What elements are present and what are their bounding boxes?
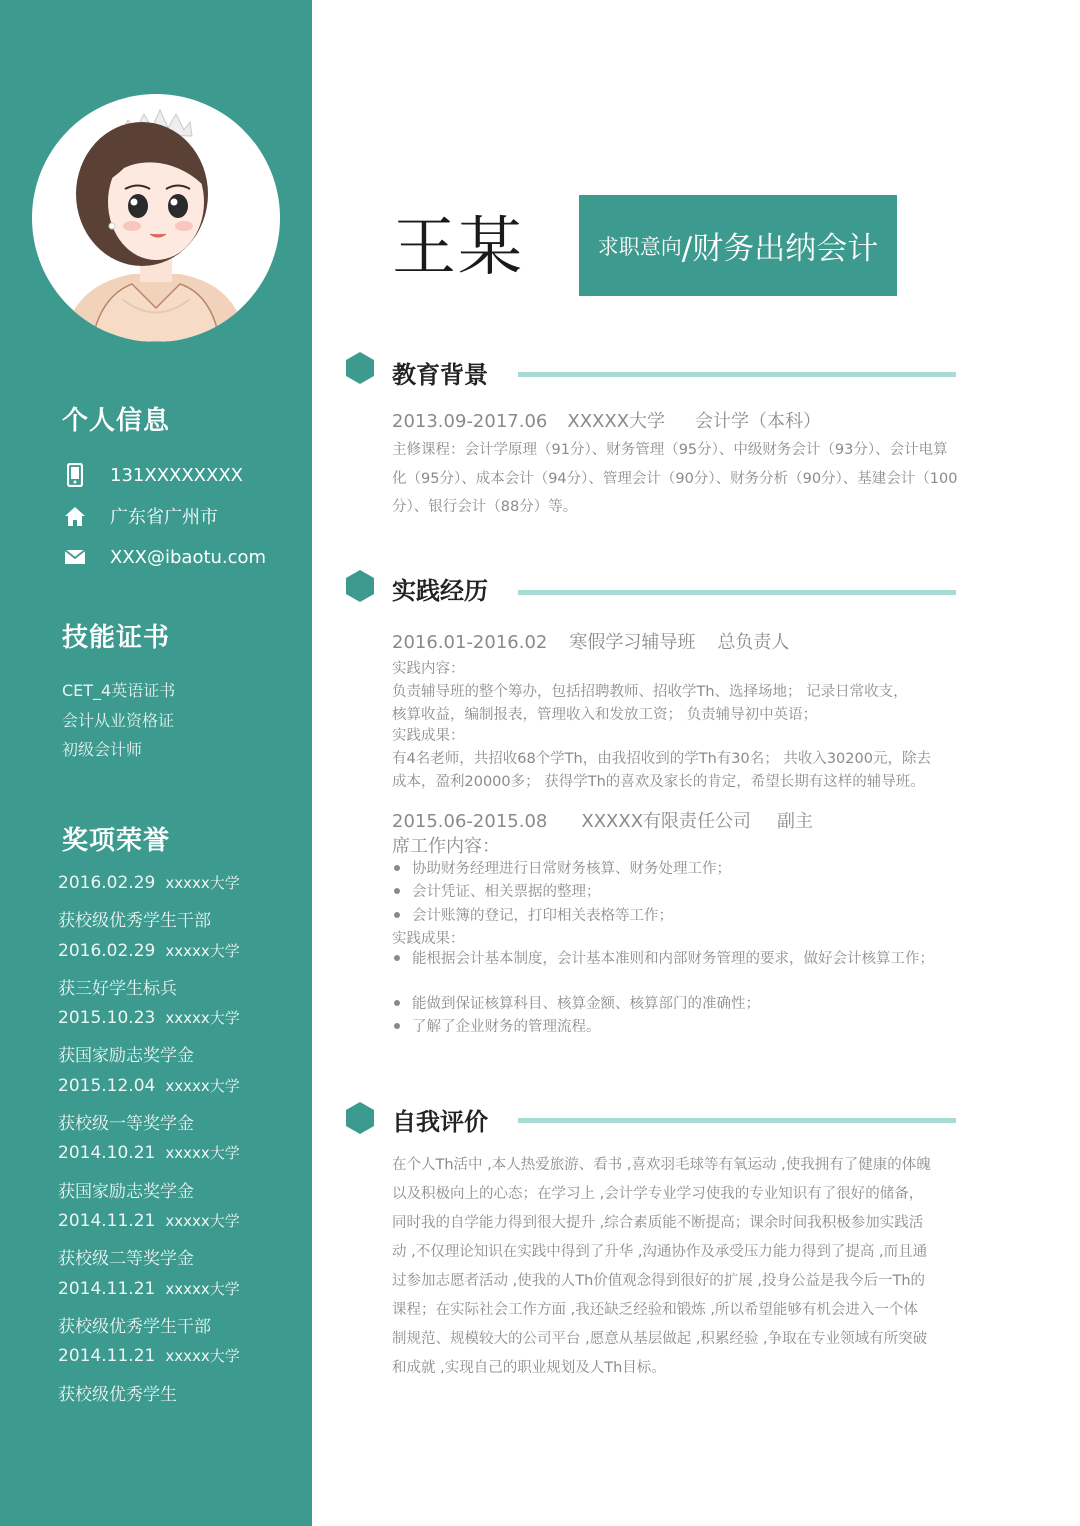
self-eval-line: 制规范、规模较大的公司平台 ,愿意从基层做起 ,积累经验 ,争取在专业领域有所突破 (392, 1331, 928, 1347)
award-title: 获三好学生标兵 (58, 979, 177, 999)
skill-item: CET_4英语证书 (62, 681, 176, 700)
avatar (32, 94, 280, 342)
job1-org: 寒假学习辅导班 (569, 632, 696, 653)
job1-result-label: 实践成果： (392, 728, 465, 744)
self-eval-line: 同时我的自学能力得到很大提升 ,综合素质能不断提高；课余时间我积极参加实践活 (392, 1215, 924, 1231)
skills-heading: 技能证书 (62, 623, 171, 653)
job2-role: 副主 (777, 811, 814, 832)
education-heading: 教育背景 (392, 361, 488, 389)
education-school: XXXXX大学 (567, 411, 666, 432)
award-title: 获校级一等奖学金 (58, 1114, 194, 1134)
self-eval-line: 过参加志愿者活动 ,使我的人Th价值观念得到很好的扩展 ,投身公益是我今后一Th的 (392, 1273, 926, 1289)
award-date-line: 2014.11.21 xxxxx大学 (58, 1346, 240, 1366)
education-period: 2013.09-2017.06 (392, 411, 548, 432)
education-courses: 主修课程：会计学原理（91分）、财务管理（95分）、中级财务会计（93分）、会计电算化（95分）、成本会计（94分）、管理会计（90分）、财务分析（90分）、基建会计（100分）、银行会计（88分）等。 (392, 442, 958, 515)
email-text: XXX@ibaotu.com (110, 546, 267, 568)
award-date-line: 2014.11.21 xxxxx大学 (58, 1279, 240, 1299)
award-title: 获校级二等奖学金 (58, 1249, 194, 1269)
job2-result-bullet: 能根据会计基本制度，会计基本准则和内部财务管理的要求，做好会计核算工作； (392, 948, 958, 970)
job2-result-label: 实践成果： (392, 931, 465, 947)
home-icon (62, 503, 88, 529)
job1-content-label: 实践内容： (392, 661, 465, 677)
phone-icon (62, 462, 88, 488)
award-title: 获校级优秀学生干部 (58, 911, 211, 931)
address-text: 广东省广州市 (110, 507, 218, 528)
hexagon-icon (346, 352, 374, 384)
contact-phone (62, 460, 244, 490)
award-title: 获校级优秀学生 (58, 1385, 177, 1405)
hexagon-icon (346, 1102, 374, 1134)
job2-content-label: 席工作内容： (392, 836, 500, 857)
self-eval-line: 在个人Th活中 ,本人热爱旅游、看书 ,喜欢羽毛球等有氧运动 ,使我拥有了健康的体魄 (392, 1157, 931, 1173)
candidate-name: 王某 (392, 211, 524, 285)
award-date-line: 2016.02.29 xxxxx大学 (58, 941, 240, 961)
objective-label: 求职意向 (597, 234, 682, 259)
award-date-line: 2016.02.29 xxxxx大学 (58, 873, 240, 893)
practice-heading: 实践经历 (392, 577, 488, 605)
hexagon-icon (346, 570, 374, 602)
avatar-illustration (32, 94, 280, 342)
job-objective (579, 195, 897, 296)
self-eval-line: 动 ,不仅理论知识在实践中得到了升华 ,沟通协作及承受压力能力得到了提高 ,而且通 (392, 1244, 928, 1260)
section-rule (518, 1118, 956, 1123)
award-title: 获国家励志奖学金 (58, 1046, 194, 1066)
contact-email (62, 542, 267, 572)
section-rule (518, 590, 956, 595)
objective-value: /财务出纳会计 (681, 231, 879, 267)
contact-heading: 个人信息 (62, 406, 171, 436)
skill-item: 会计从业资格证 (62, 711, 175, 730)
skill-item: 初级会计师 (62, 740, 143, 759)
award-date-line: 2015.10.23 xxxxx大学 (58, 1008, 240, 1028)
job2-result-bullet: 能做到保证核算科目、核算金额、核算部门的准确性； (392, 992, 760, 1013)
job2-content-bullet: 会计账簿的登记，打印相关表格等工作； (392, 904, 673, 925)
job1-result-line: 有4名老师，共招收68个学Th，由我招收到的学Th有30名； 共收入30200元，除去 (392, 751, 931, 767)
award-title: 获国家励志奖学金 (58, 1182, 194, 1202)
job2-result-bullet: 了解了企业财务的管理流程。 (392, 1015, 601, 1036)
self-eval-line: 以及积极向上的心态；在学习上 ,会计学专业学习使我的专业知识有了很好的储备， (392, 1186, 924, 1202)
job1-row (392, 628, 789, 654)
self-eval-heading: 自我评价 (392, 1108, 488, 1136)
award-date-line: 2014.11.21 xxxxx大学 (58, 1211, 240, 1231)
education-major: 会计学（本科） (695, 411, 822, 432)
job2-org: XXXXX有限责任公司 (581, 811, 752, 832)
award-title: 获校级优秀学生干部 (58, 1317, 211, 1337)
award-date-line: 2015.12.04 xxxxx大学 (58, 1076, 240, 1096)
job1-content-line: 负责辅导班的整个筹办，包括招聘教师、招收学Th、选择场地； 记录日常收支， (392, 684, 908, 700)
award-date-line: 2014.10.21 xxxxx大学 (58, 1143, 240, 1163)
job2-content-bullet: 协助财务经理进行日常财务核算、财务处理工作； (392, 857, 731, 878)
self-eval-line: 和成就 ,实现自己的职业规划及人Th目标。 (392, 1360, 666, 1376)
job2-row (392, 807, 813, 833)
self-eval-line: 课程；在实际社会工作方面 ,我还缺乏经验和锻炼 ,所以希望能够有机会进入一个体 (392, 1302, 918, 1318)
job1-role: 总负责人 (717, 632, 790, 653)
job2-period: 2015.06-2015.08 (392, 811, 548, 832)
phone-number: 131XXXXXXXX (110, 464, 244, 486)
mail-icon (62, 544, 88, 570)
section-rule (518, 372, 956, 377)
education-row (392, 407, 821, 433)
job1-content-line: 核算收益，编制报表，管理收入和发放工资； 负责辅导初中英语； (392, 707, 818, 723)
job2-content-bullet: 会计凭证、相关票据的整理； (392, 880, 601, 901)
awards-heading: 奖项荣誉 (62, 826, 171, 856)
job1-period: 2016.01-2016.02 (392, 632, 548, 653)
job1-result-line: 成本，盈利20000多； 获得学Th的喜欢及家长的肯定，希望长期有这样的辅导班。 (392, 774, 925, 790)
contact-address (62, 501, 218, 531)
sidebar (0, 0, 312, 1526)
